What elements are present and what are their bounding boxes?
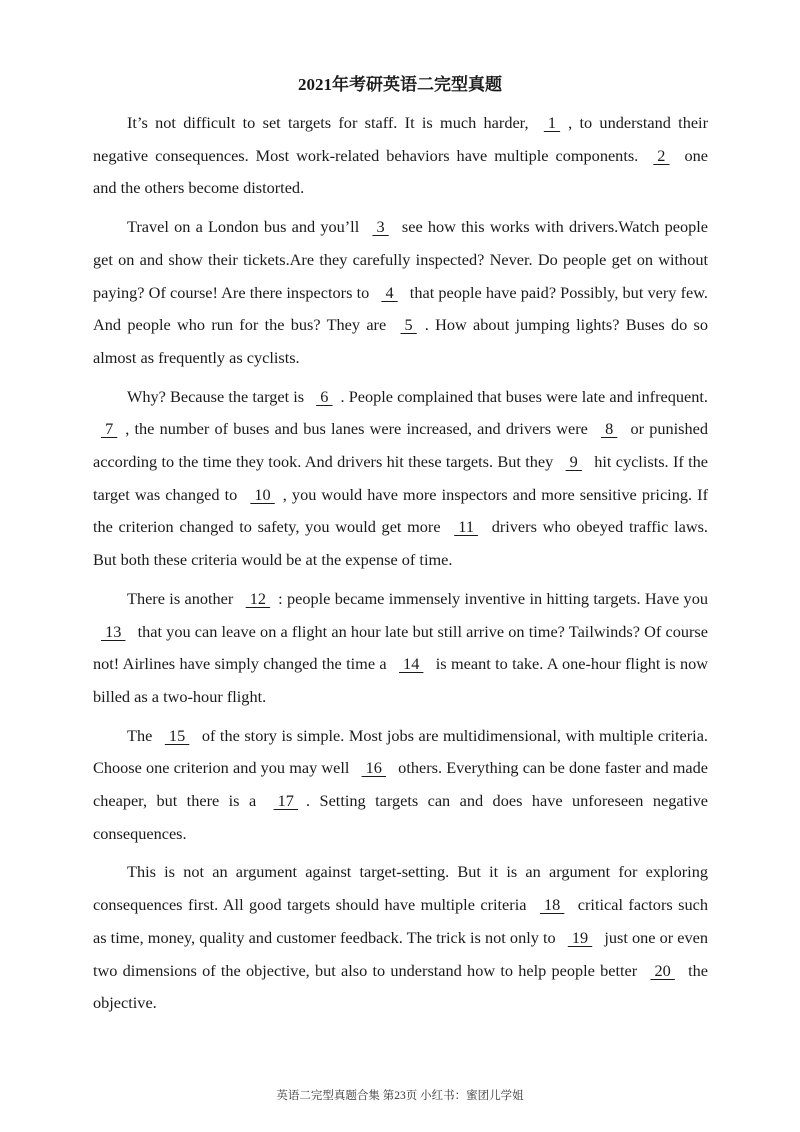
blank-4[interactable]: 4 bbox=[381, 282, 398, 302]
passage-paragraph bbox=[93, 381, 708, 577]
blank-8[interactable]: 8 bbox=[601, 419, 618, 439]
passage-text: that you can leave on a flight an hour late but still arrive on time? Tailwinds? Of course not! Airlines have simply changed the time a bbox=[93, 621, 708, 674]
blank-20[interactable]: 20 bbox=[650, 960, 675, 980]
passage-text: : people became immensely inventive in hitting targets. Have you bbox=[278, 588, 708, 608]
blank-13[interactable]: 13 bbox=[101, 621, 126, 641]
document-title: 2021年考研英语二完型真题 bbox=[298, 75, 502, 94]
page-footer: 英语二完型真题合集 第23页 小红书：蜜团儿学姐 bbox=[276, 1090, 524, 1102]
passage-text: of the story is simple. Most jobs are multidimensional, with multiple criteria. Choose one criterion and you may well bbox=[93, 725, 708, 778]
passage-text: , to understand their negative consequences. Most work-related behaviors have multiple components. bbox=[93, 113, 709, 165]
blank-1[interactable]: 1 bbox=[543, 113, 561, 132]
blank-18[interactable]: 18 bbox=[539, 895, 565, 915]
passage-text: . How about jumping lights? Buses do so almost as frequently as cyclists. bbox=[93, 315, 708, 367]
blank-14[interactable]: 14 bbox=[398, 654, 424, 674]
passage-paragraph bbox=[93, 720, 708, 851]
passage-text: This is not an argument against target-setting. But it is an argument for exploring consequences first. All good targets should have multiple criteria bbox=[93, 862, 708, 915]
blank-3[interactable]: 3 bbox=[372, 217, 389, 237]
passage-text: Travel on a London bus and you’ll bbox=[127, 217, 365, 237]
passage-text: just one or even two dimensions of the objective, but also to understand how to help people better bbox=[93, 927, 708, 980]
blank-19[interactable]: 19 bbox=[567, 927, 593, 947]
blank-2[interactable]: 2 bbox=[653, 145, 670, 165]
passage-text: see how this works with drivers.Watch people get on and show their tickets.Are they carefully inspected? Never. Do people get on without paying? Of course! Are there inspectors to bbox=[93, 217, 708, 302]
passage-text: . Setting targets can and does have unforeseen negative consequences. bbox=[93, 791, 708, 843]
passage-text: others. Everything can be done faster and made cheaper, but there is a bbox=[93, 758, 709, 811]
blank-6[interactable]: 6 bbox=[316, 386, 333, 406]
passage-text: The bbox=[127, 725, 157, 745]
passage-text: . People complained that buses were late and infrequent. bbox=[340, 386, 708, 406]
blank-15[interactable]: 15 bbox=[164, 725, 190, 745]
blank-7[interactable]: 7 bbox=[101, 419, 118, 439]
blank-9[interactable]: 9 bbox=[565, 452, 582, 472]
passage-text: , you would have more inspectors and more sensitive pricing. If the criterion changed to safety, you would get more bbox=[93, 484, 708, 537]
blank-10[interactable]: 10 bbox=[250, 484, 275, 504]
passage-paragraph bbox=[93, 107, 708, 205]
passage-text: critical factors such as time, money, quality and customer feedback. The trick is not only to bbox=[93, 895, 708, 947]
passage-text: drivers who obeyed traffic laws. But both these criteria would be at the expense of time. bbox=[93, 517, 708, 570]
blank-5[interactable]: 5 bbox=[400, 315, 417, 335]
passage-text: is meant to take. A one-hour flight is now billed as a two-hour flight. bbox=[93, 654, 709, 706]
passage-text: that people have paid? Possibly, but very few. And people who run for the bus? They are bbox=[93, 282, 708, 335]
passage-text: It’s not difficult to set targets for staff. It is much harder, bbox=[127, 113, 536, 132]
passage-body bbox=[93, 107, 708, 1026]
passage-paragraph bbox=[93, 211, 708, 375]
passage-text: Why? Because the target is bbox=[127, 386, 309, 406]
blank-12[interactable]: 12 bbox=[245, 588, 271, 608]
passage-paragraph bbox=[93, 583, 708, 714]
passage-text: the objective. bbox=[93, 960, 708, 1013]
passage-text: , the number of buses and bus lanes were increased, and drivers were bbox=[125, 419, 594, 439]
blank-17[interactable]: 17 bbox=[273, 791, 299, 811]
passage-text: There is another bbox=[127, 588, 238, 608]
passage-text: one and the others become distorted. bbox=[93, 145, 708, 198]
blank-16[interactable]: 16 bbox=[361, 758, 387, 778]
passage-text: hit cyclists. If the target was changed to bbox=[93, 452, 708, 504]
blank-11[interactable]: 11 bbox=[454, 517, 479, 537]
passage-text: or punished according to the time they took. And drivers hit these targets. But they bbox=[93, 419, 709, 472]
passage-paragraph bbox=[93, 856, 708, 1020]
